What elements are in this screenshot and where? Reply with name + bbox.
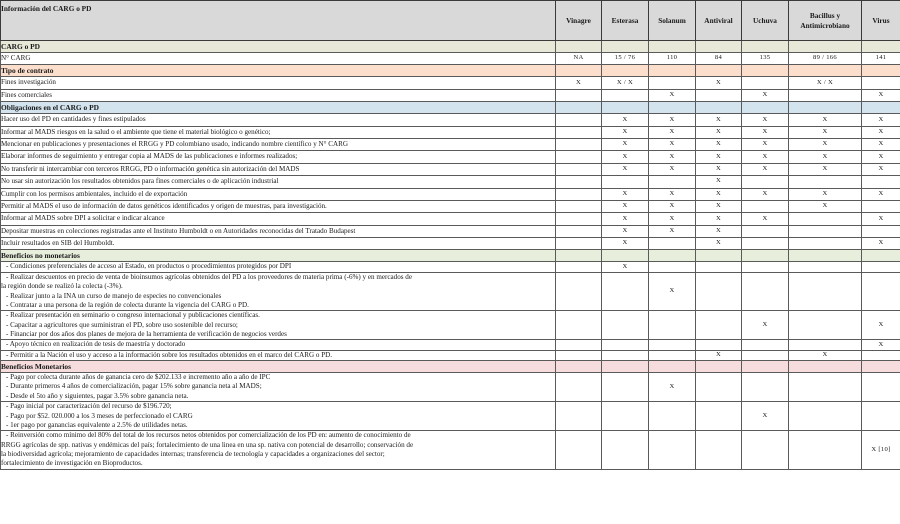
- row-mark-7: X: [862, 188, 900, 200]
- row-mark-2: X: [602, 238, 649, 250]
- section-band-cell: [789, 65, 862, 77]
- section-title-beneficios-no-monetarios: Beneficios no monetarios: [1, 250, 556, 262]
- row-mark-5: X: [742, 311, 789, 340]
- row-mark-5: X: [742, 126, 789, 138]
- row-mark-7: 141: [862, 53, 900, 65]
- row-mark-5: X: [742, 151, 789, 163]
- column-header-3: Solanum: [649, 1, 696, 41]
- row-mark-6: [789, 213, 862, 225]
- row-mark-7: X: [862, 340, 900, 350]
- row-mark-3: X: [649, 138, 696, 150]
- row-mark-2: X: [602, 163, 649, 175]
- row-mark-2: X: [602, 151, 649, 163]
- section-band-cell: [556, 102, 602, 114]
- row-mark-4: X: [696, 213, 742, 225]
- row-mark-5: [742, 431, 789, 469]
- matrix-header-row: [1, 1, 900, 41]
- row-mark-2: X: [602, 213, 649, 225]
- row-mark-6: [789, 311, 862, 340]
- section-band-cell: [742, 361, 789, 373]
- row-mark-4: 84: [696, 53, 742, 65]
- row-mark-2: X: [602, 225, 649, 237]
- row-mark-5: [742, 176, 789, 188]
- row-mark-5: [742, 262, 789, 272]
- section-band-cell: [696, 65, 742, 77]
- row-label: Elaborar informes de seguimiento y entregar copia al MADS de las publicaciones e informes realizados;: [1, 151, 556, 163]
- row-mark-6: X: [789, 350, 862, 360]
- row-mark-1: [556, 114, 602, 126]
- section-band-cell: [742, 65, 789, 77]
- section-band-cell: [602, 65, 649, 77]
- section-title-tipo-de-contrato: Tipo de contrato: [1, 65, 556, 77]
- row-mark-6: X: [789, 188, 862, 200]
- row-mark-5: 135: [742, 53, 789, 65]
- row-mark-3: [649, 311, 696, 340]
- row-mark-3: X: [649, 126, 696, 138]
- row-mark-6: [789, 272, 862, 310]
- row-mark-4: [696, 262, 742, 272]
- matrix-body: [1, 1, 900, 470]
- table-row: [1, 213, 900, 225]
- row-mark-6: [789, 402, 862, 431]
- row-mark-2: X: [602, 138, 649, 150]
- row-mark-7: X: [862, 163, 900, 175]
- section-header-beneficios-monetarios: [1, 361, 900, 373]
- row-mark-4: [696, 373, 742, 402]
- row-mark-2: X: [602, 188, 649, 200]
- row-mark-5: X: [742, 114, 789, 126]
- row-mark-5: X: [742, 213, 789, 225]
- section-band-cell: [789, 361, 862, 373]
- section-band-cell: [602, 250, 649, 262]
- table-row: [1, 350, 900, 360]
- row-mark-3: [649, 238, 696, 250]
- row-mark-4: [696, 402, 742, 431]
- section-band-cell: [649, 65, 696, 77]
- section-band-cell: [556, 361, 602, 373]
- row-mark-1: NA: [556, 53, 602, 65]
- header-title-cell: Información del CARG o PD: [1, 1, 556, 41]
- table-row: [1, 77, 900, 89]
- section-title-carg-o-pd: CARG o PD: [1, 41, 556, 53]
- section-band-cell: [696, 102, 742, 114]
- table-row: [1, 402, 900, 431]
- row-paragraph: - Permitir a la Nación el uso y acceso a la información sobre los resultados obtenidos en el marco del CARG o PD.: [1, 350, 556, 360]
- row-mark-3: X: [649, 151, 696, 163]
- row-mark-2: X: [602, 114, 649, 126]
- row-mark-5: X: [742, 89, 789, 101]
- row-mark-6: [789, 262, 862, 272]
- section-band-cell: [556, 65, 602, 77]
- row-mark-5: X: [742, 163, 789, 175]
- section-header-tipo-de-contrato: [1, 65, 900, 77]
- row-mark-3: X: [649, 200, 696, 212]
- section-header-beneficios-no-monetarios: [1, 250, 900, 262]
- table-row: [1, 176, 900, 188]
- row-mark-6: X: [789, 163, 862, 175]
- row-mark-4: [696, 311, 742, 340]
- section-band-cell: [602, 102, 649, 114]
- row-mark-4: X: [696, 126, 742, 138]
- row-mark-6: [789, 431, 862, 469]
- row-mark-2: [602, 176, 649, 188]
- row-mark-6: [789, 340, 862, 350]
- row-label: Fines comerciales: [1, 89, 556, 101]
- section-band-cell: [556, 250, 602, 262]
- row-mark-7: [862, 200, 900, 212]
- row-mark-7: X: [862, 213, 900, 225]
- row-mark-2: 15 / 76: [602, 53, 649, 65]
- row-mark-1: [556, 402, 602, 431]
- row-mark-1: [556, 350, 602, 360]
- section-band-cell: [862, 65, 900, 77]
- column-header-5: Uchuva: [742, 1, 789, 41]
- column-header-4: Antiviral: [696, 1, 742, 41]
- row-mark-4: [696, 272, 742, 310]
- section-band-cell: [862, 102, 900, 114]
- table-row: [1, 138, 900, 150]
- row-mark-4: [696, 89, 742, 101]
- row-mark-3: [649, 262, 696, 272]
- section-band-cell: [696, 41, 742, 53]
- column-header-7: Virus: [862, 1, 900, 41]
- row-mark-3: 110: [649, 53, 696, 65]
- row-mark-3: [649, 431, 696, 469]
- row-mark-2: X: [602, 126, 649, 138]
- row-mark-2: [602, 373, 649, 402]
- row-mark-1: [556, 138, 602, 150]
- row-mark-1: [556, 213, 602, 225]
- row-mark-1: [556, 311, 602, 340]
- row-label: No transferir ni intercambiar con terceros RRGG, PD o información genética sin autorización del MADS: [1, 163, 556, 175]
- row-mark-6: X: [789, 126, 862, 138]
- row-mark-2: [602, 402, 649, 431]
- row-label: Depositar muestras en colecciones registradas ante el Instituto Humboldt o en Autoridades reconocidas del Tratado Budapest: [1, 225, 556, 237]
- row-mark-5: [742, 225, 789, 237]
- row-mark-7: X: [862, 311, 900, 340]
- row-mark-1: [556, 89, 602, 101]
- row-mark-3: X: [649, 225, 696, 237]
- section-band-cell: [649, 41, 696, 53]
- section-band-cell: [649, 102, 696, 114]
- row-mark-1: X: [556, 77, 602, 89]
- row-mark-1: [556, 163, 602, 175]
- table-row: [1, 200, 900, 212]
- row-mark-1: [556, 151, 602, 163]
- row-mark-3: X: [649, 89, 696, 101]
- row-mark-7: [862, 77, 900, 89]
- row-mark-1: [556, 373, 602, 402]
- row-mark-7: [862, 225, 900, 237]
- section-band-cell: [742, 250, 789, 262]
- row-label: Incluir resultados en SIB del Humboldt.: [1, 238, 556, 250]
- table-row: [1, 272, 900, 310]
- row-mark-2: [602, 89, 649, 101]
- row-mark-2: X: [602, 262, 649, 272]
- row-mark-6: [789, 89, 862, 101]
- row-mark-1: [556, 262, 602, 272]
- row-mark-6: X: [789, 151, 862, 163]
- row-mark-7: X: [862, 89, 900, 101]
- row-mark-6: [789, 225, 862, 237]
- row-mark-7: X: [862, 238, 900, 250]
- row-mark-4: X: [696, 138, 742, 150]
- section-band-cell: [602, 41, 649, 53]
- row-mark-4: X: [696, 238, 742, 250]
- row-mark-1: [556, 188, 602, 200]
- row-mark-7: [862, 262, 900, 272]
- table-row: [1, 262, 900, 272]
- row-mark-4: X: [696, 350, 742, 360]
- section-band-cell: [649, 250, 696, 262]
- section-header-obligaciones: [1, 102, 900, 114]
- section-band-cell: [789, 41, 862, 53]
- section-band-cell: [862, 41, 900, 53]
- section-band-cell: [696, 250, 742, 262]
- table-row: [1, 431, 900, 469]
- row-paragraph: - Apoyo técnico en realización de tesis de maestría y doctorado: [1, 340, 556, 350]
- row-mark-3: X: [649, 188, 696, 200]
- row-mark-4: X: [696, 151, 742, 163]
- row-mark-4: X: [696, 114, 742, 126]
- row-mark-7: X: [862, 126, 900, 138]
- row-mark-1: [556, 431, 602, 469]
- row-mark-1: [556, 340, 602, 350]
- column-header-2: Esterasa: [602, 1, 649, 41]
- row-paragraph: - Reinversión como mínimo del 80% del total de los recursos netos obtenidos por comercialización de los PD en: aumento de conocimiento de RRGG agrícolas de spp. nativas y endémicas del país; fortalecimiento de una linea en una sp. nativa con potencial de desarrollo; conservación de la biodiversidad agrícola; mejoramiento de capacidades internas; transferencia de tecnología y capacidades a organizaciones del sector; fortalecimiento de investigación en Bioproductos.: [1, 431, 556, 469]
- row-mark-6: [789, 238, 862, 250]
- row-mark-3: X: [649, 163, 696, 175]
- row-mark-4: [696, 340, 742, 350]
- table-row: [1, 340, 900, 350]
- row-mark-2: [602, 350, 649, 360]
- section-band-cell: [556, 41, 602, 53]
- row-mark-4: X: [696, 77, 742, 89]
- row-label: N° CARG: [1, 53, 556, 65]
- section-band-cell: [649, 361, 696, 373]
- row-mark-5: [742, 350, 789, 360]
- row-mark-1: [556, 126, 602, 138]
- row-mark-5: [742, 373, 789, 402]
- row-mark-2: X: [602, 200, 649, 212]
- section-band-cell: [696, 361, 742, 373]
- section-band-cell: [789, 102, 862, 114]
- row-mark-3: [649, 176, 696, 188]
- row-mark-6: 89 / 166: [789, 53, 862, 65]
- row-mark-5: X: [742, 138, 789, 150]
- row-paragraph: - Realizar presentación en seminario o congreso internacional y publicaciones científicas. - Capacitar a agricultores que suministran el PD, sobre uso sostenible del recurso; - Financiar por dos años dos planes de mejora de la herramienta de verificación de negocios verdes: [1, 311, 556, 340]
- table-row: [1, 373, 900, 402]
- row-mark-6: X: [789, 138, 862, 150]
- row-mark-3: [649, 77, 696, 89]
- section-band-cell: [862, 361, 900, 373]
- table-row: [1, 188, 900, 200]
- row-label: No usar sin autorización los resultados obtenidos para fines comerciales o de aplicación industrial: [1, 176, 556, 188]
- row-label: Mencionar en publicaciones y presentaciones el RRGG y PD colombiano usado, indicando nombre científico y N° CARG: [1, 138, 556, 150]
- section-band-cell: [742, 102, 789, 114]
- row-paragraph: - Pago por colecta durante años de ganancia cero de $202.133 e incremento año a año de IPC - Durante primeros 4 años de comercialización, pagar 15% sobre ganancia neta al MADS; - Desde el 5to año y siguientes, pagar 3.5% sobre ganancia neta.: [1, 373, 556, 402]
- row-paragraph: - Condiciones preferenciales de acceso al Estado, en productos o procedimientos protegidos por DPI: [1, 262, 556, 272]
- row-mark-4: X: [696, 163, 742, 175]
- section-title-beneficios-monetarios: Beneficios Monetarios: [1, 361, 556, 373]
- table-row: [1, 53, 900, 65]
- row-mark-1: [556, 176, 602, 188]
- row-mark-3: X: [649, 213, 696, 225]
- table-row: [1, 163, 900, 175]
- row-label: Informar al MADS sobre DPI a solicitar e indicar alcance: [1, 213, 556, 225]
- row-mark-3: X: [649, 373, 696, 402]
- row-mark-7: [862, 272, 900, 310]
- row-mark-2: [602, 272, 649, 310]
- row-label: Permitir al MADS el uso de información de datos genéticos identificados y origen de muestras, para investigación.: [1, 200, 556, 212]
- row-mark-6: [789, 176, 862, 188]
- column-header-6: Bacillus y Antimicrobiano: [789, 1, 862, 41]
- row-mark-1: [556, 238, 602, 250]
- column-header-1: Vinagre: [556, 1, 602, 41]
- row-mark-2: [602, 431, 649, 469]
- row-mark-3: [649, 350, 696, 360]
- row-mark-3: [649, 402, 696, 431]
- table-row: [1, 311, 900, 340]
- row-mark-7: [862, 373, 900, 402]
- row-mark-2: [602, 340, 649, 350]
- row-mark-4: X: [696, 225, 742, 237]
- row-mark-4: X: [696, 188, 742, 200]
- row-mark-3: X: [649, 272, 696, 310]
- row-mark-3: X: [649, 114, 696, 126]
- table-row: [1, 89, 900, 101]
- row-mark-5: [742, 77, 789, 89]
- row-mark-7: X [10]: [862, 431, 900, 469]
- table-row: [1, 238, 900, 250]
- row-mark-5: [742, 238, 789, 250]
- row-paragraph: - Pago inicial por caracterización del recurso de $196.720; - Pago por $52. 020.000 a los 3 meses de perfeccionado el CARG - 1er pago por ganancias equivalente a 2.5% de utilidades netas.: [1, 402, 556, 431]
- section-band-cell: [742, 41, 789, 53]
- section-header-carg-o-pd: [1, 41, 900, 53]
- row-paragraph: - Realizar descuentos en precio de venta de bioinsumos agrícolas obtenidos del PD a los proveedores de materia prima (-6%) y en mercados de la región donde se realizó la colecta (-3%). - Realizar junto a la INA un curso de manejo de especies no convencionales - Contratar a una persona de la región de colecta durante la vigencia del CARG o PD.: [1, 272, 556, 310]
- section-band-cell: [789, 250, 862, 262]
- row-label: Informar al MADS riesgos en la salud o el ambiente que tiene el material biológico o genético;: [1, 126, 556, 138]
- table-row: [1, 225, 900, 237]
- row-mark-6: X: [789, 114, 862, 126]
- row-mark-6: X: [789, 200, 862, 212]
- row-label: Fines investigación: [1, 77, 556, 89]
- row-mark-2: [602, 311, 649, 340]
- section-band-cell: [602, 361, 649, 373]
- row-mark-5: [742, 272, 789, 310]
- row-mark-5: X: [742, 188, 789, 200]
- row-label: Hacer uso del PD en cantidades y fines estipulados: [1, 114, 556, 126]
- section-title-obligaciones: Obligaciones en el CARG o PD: [1, 102, 556, 114]
- row-mark-5: X: [742, 402, 789, 431]
- table-row: [1, 126, 900, 138]
- row-mark-3: [649, 340, 696, 350]
- row-mark-5: [742, 200, 789, 212]
- row-mark-1: [556, 272, 602, 310]
- row-mark-7: X: [862, 151, 900, 163]
- row-mark-6: X / X: [789, 77, 862, 89]
- section-band-cell: [862, 250, 900, 262]
- row-mark-1: [556, 200, 602, 212]
- row-mark-7: X: [862, 138, 900, 150]
- row-mark-7: [862, 350, 900, 360]
- row-mark-1: [556, 225, 602, 237]
- row-mark-2: X / X: [602, 77, 649, 89]
- table-row: [1, 114, 900, 126]
- row-mark-4: [696, 431, 742, 469]
- row-mark-5: [742, 340, 789, 350]
- row-mark-6: [789, 373, 862, 402]
- row-mark-4: X: [696, 176, 742, 188]
- table-row: [1, 151, 900, 163]
- row-mark-7: [862, 176, 900, 188]
- row-label: Cumplir con los permisos ambientales, incluido el de exportación: [1, 188, 556, 200]
- row-mark-7: [862, 402, 900, 431]
- row-mark-4: X: [696, 200, 742, 212]
- row-mark-7: X: [862, 114, 900, 126]
